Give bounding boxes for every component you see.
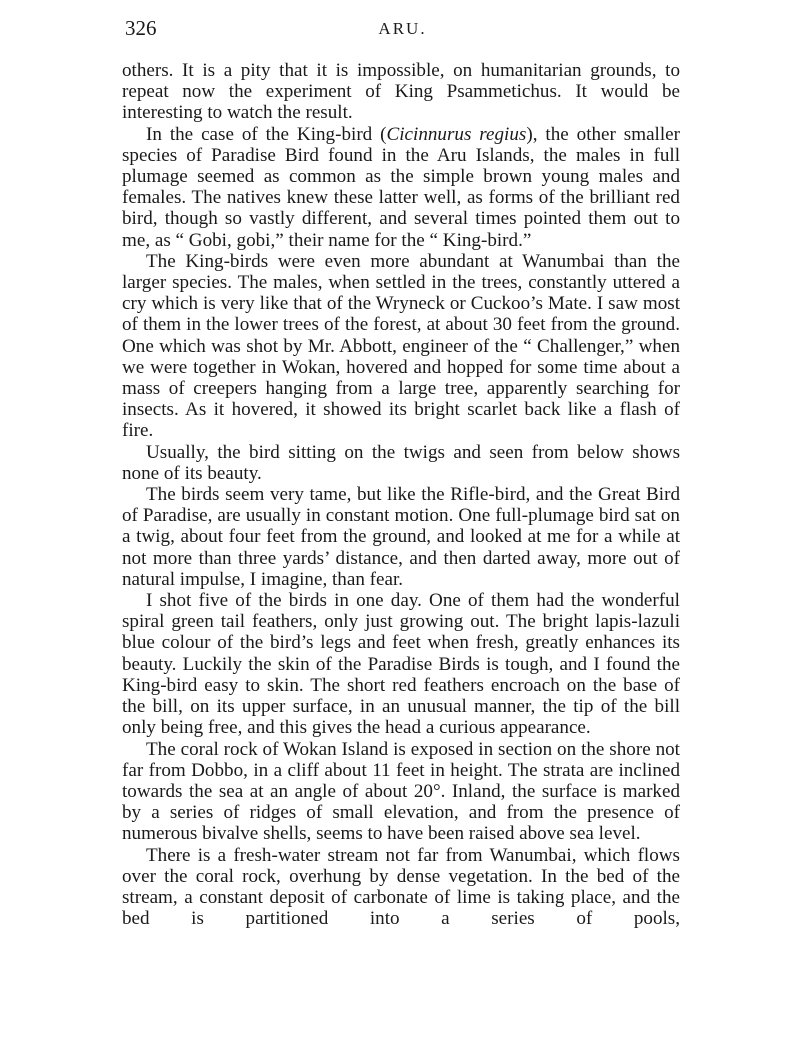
- text-line: The bright lapis-lazuli blue colour of the bird’s legs and feet: [122, 611, 680, 654]
- text-line: only being free, and this gives the head a curious appearance.: [122, 717, 591, 739]
- text-line: I shot five of the birds in one day. One of them had the: [146, 590, 595, 612]
- text-line: skin. The short red feathers encroach on the base of the bill,: [122, 674, 680, 718]
- text-line: when fresh, greatly enhances its beauty. Luckily the skin of: [122, 632, 680, 675]
- running-head: [125, 16, 680, 46]
- text-line: impulse, I imagine, than fear.: [179, 568, 404, 590]
- text-line: searching for insects. As it hovered, it showed its bright: [122, 378, 680, 421]
- text-line: shows none of its beauty.: [122, 441, 680, 484]
- paragraph-1: [122, 60, 680, 124]
- text-line: scarlet back like a flash of fire.: [122, 399, 680, 442]
- text-line: others. It is a pity that it is impossible, on humanitarian: [122, 60, 582, 81]
- species-name-italic: Cicinnurus regius: [386, 123, 527, 145]
- text-line: 20°. Inland, the surface is marked by a series of ridges of: [122, 780, 681, 824]
- text-line: constantly uttered a cry which is very like that of the Wryneck: [122, 272, 680, 315]
- body-text: [122, 60, 680, 929]
- text-line: or Cuckoo’s Mate. I saw most of them in the lower trees of: [122, 293, 680, 336]
- text-line: young males and females. The natives knew these latter well,: [122, 166, 681, 209]
- paragraph-2: [122, 124, 680, 251]
- text-line: were together in Wokan, hovered and hopped for some time: [150, 356, 618, 378]
- text-line: Great Bird of Paradise, are usually in constant motion. One: [122, 484, 680, 527]
- text-line: on its upper surface, in an unusual manner, the tip of the bill: [190, 696, 680, 718]
- text-line: shot by Mr. Abbott, engineer of the “ Challenger,” when we: [122, 335, 680, 378]
- paragraph-6: [122, 590, 680, 738]
- text-line: full-plumage bird sat on a twig, about four feet from the: [122, 505, 680, 548]
- text-line: The strata are inclined towards the sea at an angle of about: [122, 759, 680, 802]
- paragraph-4: [122, 442, 680, 484]
- text-line: their name for the “ King-bird.”: [288, 229, 532, 251]
- page-number: 326: [125, 16, 157, 40]
- paragraph-5: [122, 484, 680, 590]
- text-line: The King-birds were even more abundant at Wanumbai: [146, 250, 605, 272]
- text-line: as forms of the brilliant red bird, though so vastly different,: [122, 187, 680, 230]
- paragraph-3: [122, 251, 680, 442]
- text-line: the Paradise Birds is tough, and I found the King-bird easy to: [122, 653, 680, 696]
- text-line: the shore not far from Dobbo, in a cliff about 11 feet in height.: [122, 738, 680, 781]
- text-fragment: In the case of the King-bird (: [146, 123, 387, 145]
- text-line: ground, and looked at me for a while at not more than three: [122, 526, 680, 569]
- text-line: smaller species of Paradise Bird found in the Aru Islands, the: [122, 123, 680, 166]
- text-line: grounds, to repeat now the experiment of King Psammetichus.: [122, 60, 680, 103]
- text-line: [146, 124, 616, 145]
- text-line: It would be interesting to watch the result.: [122, 81, 681, 124]
- paragraph-7: [122, 739, 680, 845]
- paragraph-8: [122, 845, 680, 930]
- text-line: wonderful spiral green tail feathers, only just growing out.: [122, 590, 680, 633]
- text-line: There is a fresh-water stream not far from Wanumbai, which: [146, 844, 631, 866]
- text-line: males in full plumage seemed as common as the simple brown: [122, 144, 680, 188]
- text-line: shells, seems to have been raised above sea level.: [263, 823, 641, 845]
- text-fragment: ), the other: [526, 123, 616, 145]
- text-line: The birds seem very tame, but like the Rifle-bird, and the: [146, 484, 593, 506]
- text-line: the bed of the stream, a constant deposit of carbonate of lime: [122, 865, 680, 908]
- text-line: yards’ distance, and then darted away, more out of natural: [122, 547, 680, 590]
- text-line: the forest, at about 30 feet from the ground. One which was: [122, 314, 680, 357]
- running-title: ARU.: [378, 19, 427, 38]
- text-line: is taking place, and the bed is partitioned into a series of pools,: [122, 886, 680, 930]
- text-line: flows over the coral rock, overhung by dense vegetation. In: [122, 844, 680, 887]
- text-line: small elevation, and from the presence of numerous bivalve: [122, 802, 680, 845]
- text-line: and several times pointed them out to me, as “ Gobi, gobi,”: [122, 208, 680, 251]
- text-line: The coral rock of Wokan Island is exposed in section on: [146, 738, 577, 760]
- text-line: Usually, the bird sitting on the twigs and seen from below: [146, 441, 624, 463]
- text-line: than the larger species. The males, when settled in the trees,: [122, 250, 680, 294]
- text-line: about a mass of creepers hanging from a large tree, apparently: [122, 356, 680, 400]
